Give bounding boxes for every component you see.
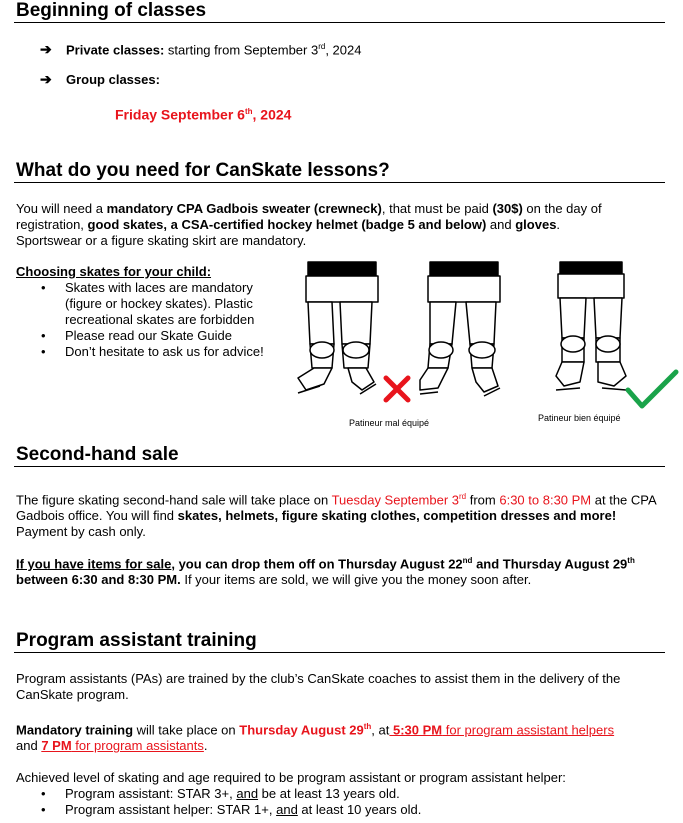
caption-well-equipped: Patineur bien équipé <box>538 413 621 423</box>
heading-rule <box>14 652 665 653</box>
heading-program-assistant-training: Program assistant training <box>16 630 257 651</box>
list-item: • Skates with laces are mandatory (figure or hockey skates). Plastic recreational skates are forbidden <box>16 280 286 328</box>
list-item: • Program assistant: STAR 3+, and be at least 13 years old. <box>16 786 666 802</box>
private-classes-line: ➔ Private classes: starting from September 3rd, 2024 <box>40 41 362 58</box>
heading-second-hand-sale: Second-hand sale <box>16 444 179 465</box>
right-arrow-icon: ➔ <box>40 71 52 87</box>
caption-badly-equipped: Patineur mal équipé <box>349 418 430 428</box>
heading-what-do-you-need: What do you need for CanSkate lessons? <box>16 160 390 181</box>
sale-dropoff-paragraph: If you have items for sale, you can drop them off on Thursday August 22nd and Thursday August 29th between 6:30 and 8:30 PM. If your items are sold, we will give you the money soon after. <box>16 556 635 588</box>
group-classes-line: ➔ Group classes: <box>40 71 160 87</box>
heading-rule <box>14 182 665 183</box>
list-item: • Please read our Skate Guide <box>16 328 286 344</box>
heading-rule <box>14 22 665 23</box>
training-requirements-list <box>16 786 666 818</box>
badly-equipped-skater-figure <box>420 262 500 396</box>
badly-equipped-skater-figure <box>298 262 378 394</box>
skate-illustration <box>280 258 683 433</box>
right-arrow-icon: ➔ <box>40 41 52 58</box>
choosing-skates-title: Choosing skates for your child: <box>16 264 212 279</box>
cross-icon <box>386 378 408 400</box>
training-schedule-paragraph: Mandatory training will take place on Thursday August 29th, at 5:30 PM for program assistant helpers and 7 PM for program assistants. <box>16 722 615 754</box>
checkmark-icon <box>628 372 676 406</box>
list-item: • Program assistant helper: STAR 1+, and at least 10 years old. <box>16 802 666 818</box>
sale-paragraph: The figure skating second-hand sale will take place on Tuesday September 3rd from 6:30 to 8:30 PM at the CPA Gadbois office. You will find skates, helmets, figure skating clothes, competition dresses and more! Payment by cash only. <box>16 492 656 540</box>
heading-rule <box>14 466 665 467</box>
training-intro-paragraph: Program assistants (PAs) are trained by the club’s CanSkate coaches to assist them in the delivery of the CanSkate program. <box>16 671 621 702</box>
group-classes-date: Friday September 6th, 2024 <box>115 106 292 123</box>
training-requirements-intro: Achieved level of skating and age required to be program assistant or program assistant helper: <box>16 770 566 785</box>
well-equipped-skater-figure <box>556 262 626 390</box>
equipment-paragraph: You will need a mandatory CPA Gadbois sweater (crewneck), that must be paid (30$) on the day of registration, good skates, a CSA-certified hockey helmet (badge 5 and below) and gloves. Sportswear or a figure skating skirt are mandatory. <box>16 201 602 248</box>
choosing-skates-list <box>16 280 286 360</box>
heading-beginning-of-classes: Beginning of classes <box>16 0 207 21</box>
list-item: • Don’t hesitate to ask us for advice! <box>16 344 286 360</box>
